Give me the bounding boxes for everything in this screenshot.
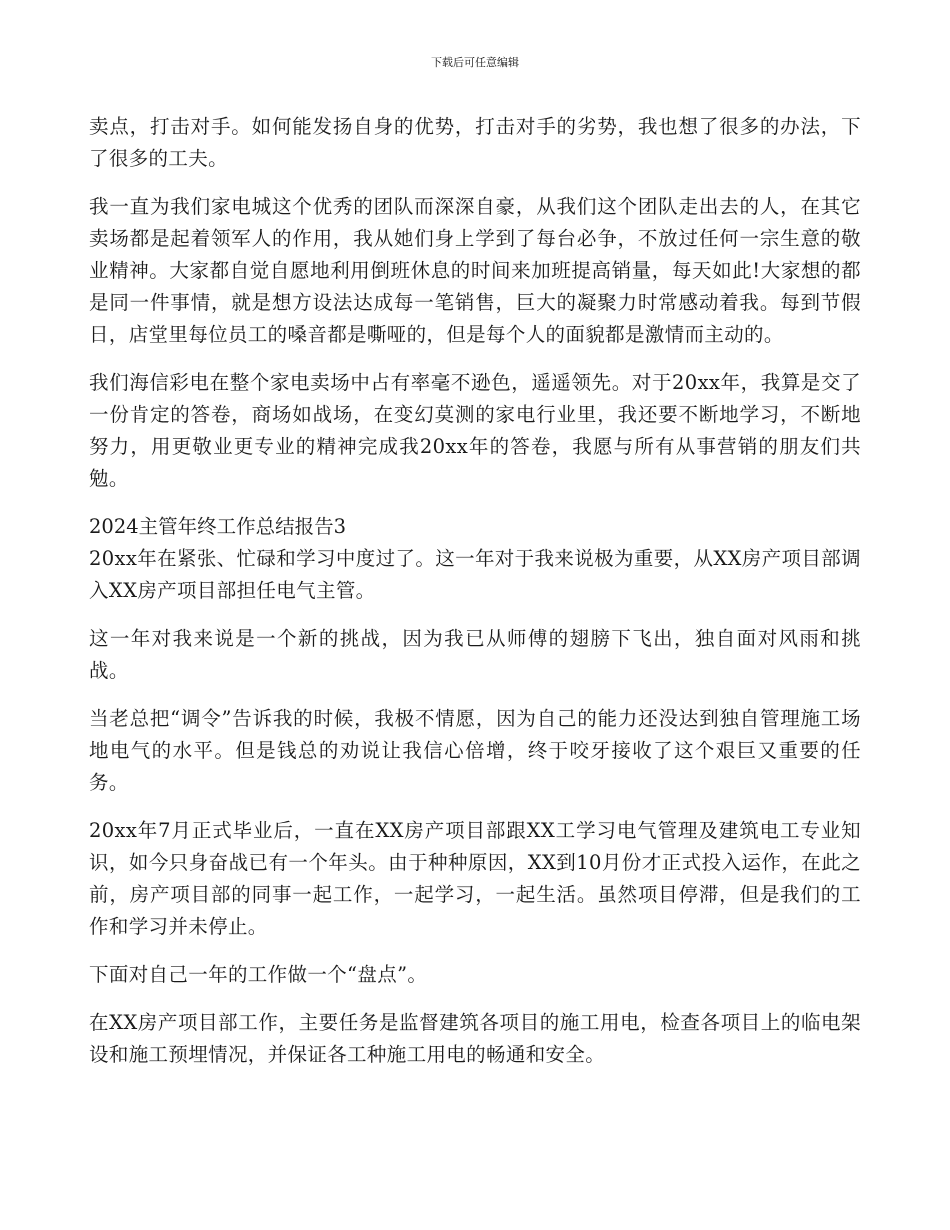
paragraph: 当老总把“调令”告诉我的时候，我极不情愿，因为自己的能力还没达到独自管理施工场地电气的水平。但是钱总的劝说让我信心倍增，终于咬牙接收了这个艰巨又重要的任务。 xyxy=(89,707,861,794)
paragraph: 下面对自己一年的工作做一个“盘点”。 xyxy=(89,963,428,986)
page-header-note: 下载后可任意编辑 xyxy=(431,56,519,69)
document-body xyxy=(89,111,861,1087)
paragraph: 在XX房产项目部工作，主要任务是监督建筑各项目的施工用电，检查各项目上的临电架设和施工预埋情况，并保证各工种施工用电的畅通和安全。 xyxy=(89,1011,861,1066)
paragraph: 我们海信彩电在整个家电卖场中占有率毫不逊色，遥遥领先。对于20xx年，我算是交了一份肯定的答卷，商场如战场，在变幻莫测的家电行业里，我还要不断地学习，不断地努力，用更敬业更专业的精神完成我20xx年的答卷，我愿与所有从事营销的朋友们共勉。 xyxy=(89,371,861,490)
paragraph: 卖点，打击对手。如何能发扬自身的优势，打击对手的劣势，我也想了很多的办法，下了很多的工夫。 xyxy=(89,115,861,170)
section-title: 2024主管年终工作总结报告3 xyxy=(89,515,347,538)
paragraph: 这一年对我来说是一个新的挑战，因为我已从师傅的翅膀下飞出，独自面对风雨和挑战。 xyxy=(89,627,861,682)
paragraph: 20xx年7月正式毕业后，一直在XX房产项目部跟XX工学习电气管理及建筑电工专业知识，如今只身奋战已有一个年头。由于种种原因，XX到10月份才正式投入运作，在此之前，房产项目部的同事一起工作，一起学习，一起生活。虽然项目停滞，但是我们的工作和学习并未停止。 xyxy=(89,819,861,938)
paragraph: 我一直为我们家电城这个优秀的团队而深深自豪，从我们这个团队走出去的人，在其它卖场都是起着领军人的作用，我从她们身上学到了每台必争，不放过任何一宗生意的敬业精神。大家都自觉自愿地利用倒班休息的时间来加班提高销量，每天如此!大家想的都是同一件事情，就是想方设法达成每一笔销售，巨大的凝聚力时常感动着我。每到节假日，店堂里每位员工的嗓音都是嘶哑的，但是每个人的面貌都是激情而主动的。 xyxy=(89,195,861,346)
paragraph: 20xx年在紧张、忙碌和学习中度过了。这一年对于我来说极为重要，从XX房产项目部调入XX房产项目部担任电气主管。 xyxy=(89,547,861,602)
